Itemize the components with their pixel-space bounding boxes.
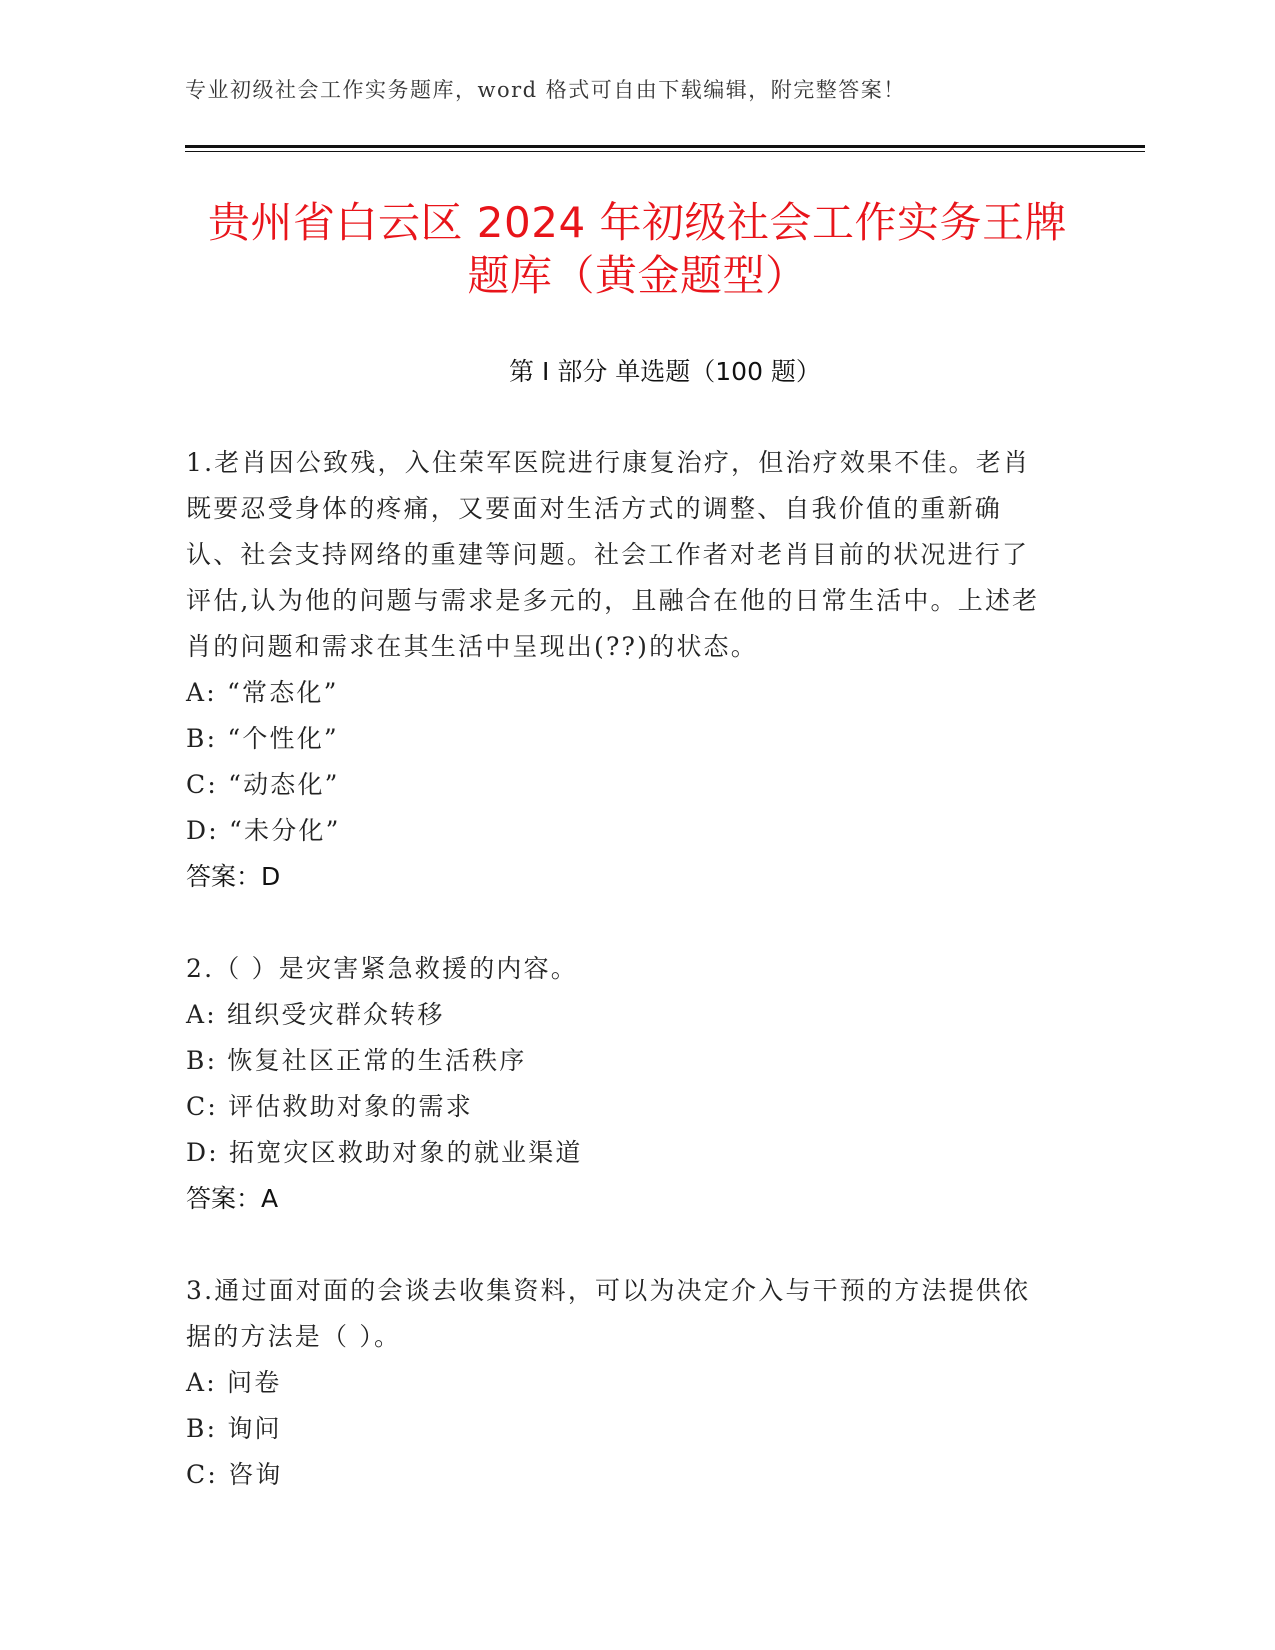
question-1 xyxy=(186,440,1056,900)
document-title xyxy=(150,196,1125,302)
header-rule-thick xyxy=(185,145,1145,148)
document-title-line-1: 贵州省白云区 2024 年初级社会工作实务王牌 xyxy=(207,198,1068,247)
page-header-note: 专业初级社会工作实务题库，word 格式可自由下载编辑，附完整答案！ xyxy=(185,78,906,102)
question-3 xyxy=(186,1268,1056,1498)
option-c: C: “动态化” xyxy=(186,770,340,799)
answer: 答案：A xyxy=(186,1184,279,1213)
section-heading: 第 I 部分 单选题（100 题） xyxy=(509,357,821,386)
question-stem: 3.通过面对面的会谈去收集资料，可以为决定介入与干预的方法提供依据的方法是（ ）。 xyxy=(186,1276,1031,1351)
question-stem: 2.（ ）是灾害紧急救援的内容。 xyxy=(186,954,579,983)
question-stem: 1.老肖因公致残，入住荣军医院进行康复治疗，但治疗效果不佳。老肖既要忍受身体的疼痛，又要面对生活方式的调整、自我价值的重新确认、社会支持网络的重建等问题。社会工作者对老肖目前的状况进行了评估,认为他的问题与需求是多元的，且融合在他的日常生活中。上述老肖的问题和需求在其生活中呈现出(??)的状态。 xyxy=(186,448,1040,661)
option-a: A: 组织受灾群众转移 xyxy=(186,1000,445,1029)
option-c: C: 评估救助对象的需求 xyxy=(186,1092,473,1121)
question-2 xyxy=(186,946,1056,1222)
option-b: B: 恢复社区正常的生活秩序 xyxy=(186,1046,527,1075)
option-d: D: 拓宽灾区救助对象的就业渠道 xyxy=(186,1138,583,1167)
option-b: B: 询问 xyxy=(186,1414,282,1443)
header-rule-thin xyxy=(185,151,1145,152)
option-b: B: “个性化” xyxy=(186,724,339,753)
answer: 答案：D xyxy=(186,862,281,891)
option-c: C: 咨询 xyxy=(186,1460,283,1489)
option-a: A: “常态化” xyxy=(186,678,339,707)
document-title-line-2: 题库（黄金题型） xyxy=(467,251,808,300)
option-a: A: 问卷 xyxy=(186,1368,282,1397)
option-d: D: “未分化” xyxy=(186,816,341,845)
question-list xyxy=(186,440,1056,1544)
